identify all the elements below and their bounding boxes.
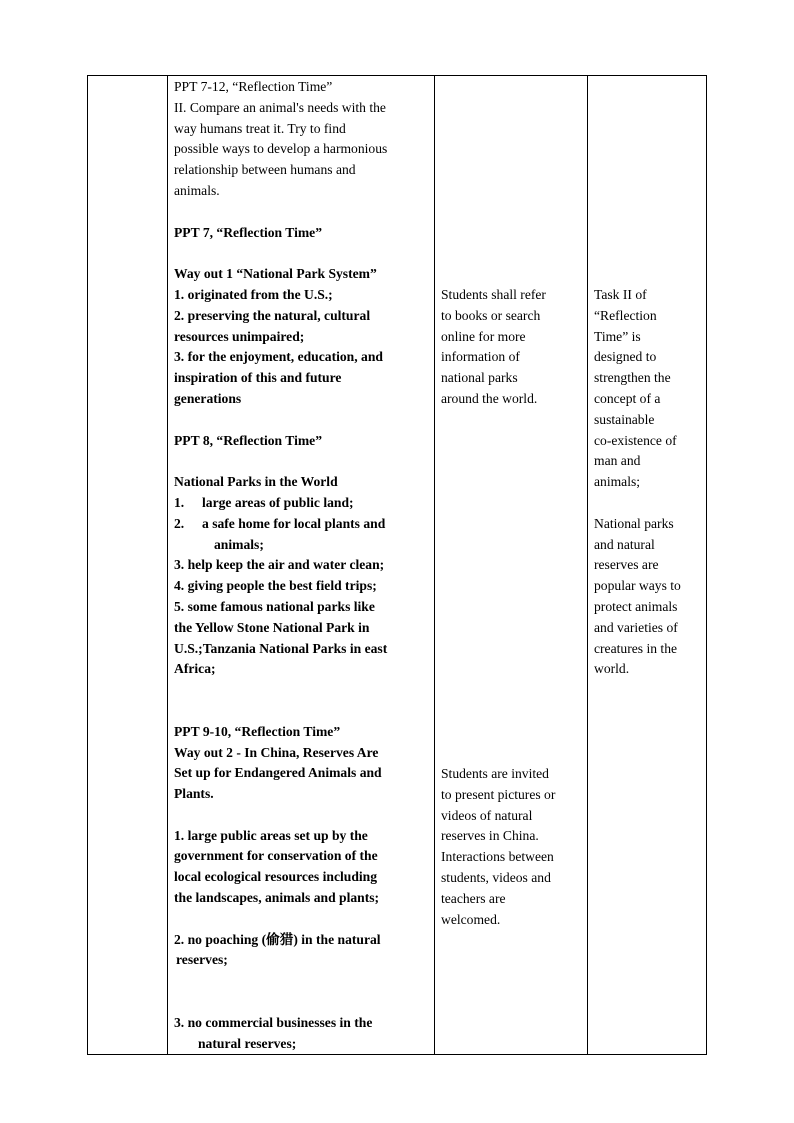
- block3-title: PPT 8, “Reflection Time”: [174, 432, 323, 448]
- column-divider-2: [434, 75, 435, 1055]
- block4-line: Set up for Endangered Animals and: [174, 765, 382, 781]
- block4-line: Way out 2 - In China, Reserves Are: [174, 744, 379, 760]
- column-divider-1: [167, 75, 168, 1055]
- block4-item1-line: the landscapes, animals and plants;: [174, 890, 380, 906]
- activity-line: teachers are: [441, 890, 506, 906]
- purpose-line: Task II of: [594, 287, 647, 302]
- block2-item: 2. preserving the natural, cultural: [174, 307, 371, 323]
- purpose-line: National parks: [594, 515, 674, 531]
- purpose-cell: [594, 285, 699, 680]
- activity-line: videos of natural: [441, 807, 533, 823]
- purpose-line: world.: [594, 661, 630, 677]
- block4-item3-cont: natural reserves;: [198, 1035, 297, 1051]
- block4-line: Plants.: [174, 786, 214, 802]
- block4-item3-line: 3. no commercial businesses in the: [174, 1014, 373, 1030]
- block3-item: 1. large areas of public land;: [174, 494, 354, 510]
- task-line: relationship between humans and: [174, 162, 356, 178]
- task-line: II. Compare an animal's needs with the: [174, 99, 386, 115]
- purpose-line: popular ways to: [594, 578, 681, 594]
- block4-item1-line: government for conservation of the: [174, 848, 378, 864]
- activity-line: online for more: [441, 328, 526, 344]
- block1-title: PPT 7-12, “Reflection Time”: [174, 79, 333, 94]
- purpose-line: strengthen the: [594, 370, 671, 386]
- block3-item: U.S.;Tanzania National Parks in east: [174, 640, 388, 656]
- activity-cell-1: [441, 285, 580, 410]
- activity-line: students, videos and: [441, 869, 551, 885]
- block3-item: 3. help keep the air and water clean;: [174, 557, 385, 573]
- activity-line: Students are invited: [441, 766, 549, 781]
- activity-line: information of: [441, 349, 520, 365]
- activity-cell-2: [441, 764, 580, 930]
- task-line: possible ways to develop a harmonious: [174, 141, 388, 157]
- block3-item: 5. some famous national parks like: [174, 598, 375, 614]
- purpose-line: creatures in the: [594, 640, 678, 656]
- block2-subtitle: Way out 1 “National Park System”: [174, 266, 377, 282]
- purpose-line: designed to: [594, 349, 657, 365]
- purpose-line: reserves are: [594, 557, 659, 573]
- block3-item-cont: animals;: [214, 536, 264, 552]
- block2-item: resources unimpaired;: [174, 328, 305, 344]
- block3-item: Africa;: [174, 661, 216, 677]
- activity-line: welcomed.: [441, 911, 501, 927]
- block2-item: 3. for the enjoyment, education, and: [174, 349, 383, 365]
- purpose-line: Time” is: [594, 328, 641, 344]
- block4-item2-line: reserves;: [176, 952, 228, 968]
- block2-item: generations: [174, 390, 242, 406]
- activity-line: Students shall refer: [441, 287, 546, 302]
- block3-item: 2. a safe home for local plants and: [174, 515, 386, 531]
- block4-item1-line: 1. large public areas set up by the: [174, 827, 368, 843]
- purpose-line: “Reflection: [594, 307, 657, 323]
- block2-item: 1. originated from the U.S.;: [174, 286, 333, 302]
- activity-line: around the world.: [441, 390, 538, 406]
- activity-line: national parks: [441, 370, 518, 386]
- purpose-line: co-existence of: [594, 432, 677, 448]
- block3-item: 4. giving people the best field trips;: [174, 578, 377, 594]
- block2-item: inspiration of this and future: [174, 370, 342, 386]
- activity-line: to present pictures or: [441, 786, 556, 802]
- block4-item2-line: 2. no poaching (偷猎) in the natural: [174, 931, 381, 947]
- block4-title: PPT 9-10, “Reflection Time”: [174, 723, 341, 739]
- block3-subtitle: National Parks in the World: [174, 474, 338, 490]
- purpose-line: protect animals: [594, 598, 678, 614]
- purpose-line: animals;: [594, 474, 641, 490]
- activity-line: reserves in China.: [441, 828, 539, 844]
- task-line: way humans treat it. Try to find: [174, 120, 346, 136]
- block4-item1-line: local ecological resources including: [174, 869, 378, 885]
- purpose-line: sustainable: [594, 411, 655, 427]
- purpose-line: and natural: [594, 536, 655, 552]
- block2-title: PPT 7, “Reflection Time”: [174, 224, 323, 240]
- column-divider-3: [587, 75, 588, 1055]
- procedure-cell: [174, 77, 427, 1054]
- purpose-line: man and: [594, 453, 641, 469]
- block3-item: the Yellow Stone National Park in: [174, 619, 370, 635]
- purpose-line: concept of a: [594, 390, 661, 406]
- purpose-line: and varieties of: [594, 619, 678, 635]
- activity-line: to books or search: [441, 307, 541, 323]
- activity-line: Interactions between: [441, 849, 554, 865]
- task-line: animals.: [174, 182, 220, 198]
